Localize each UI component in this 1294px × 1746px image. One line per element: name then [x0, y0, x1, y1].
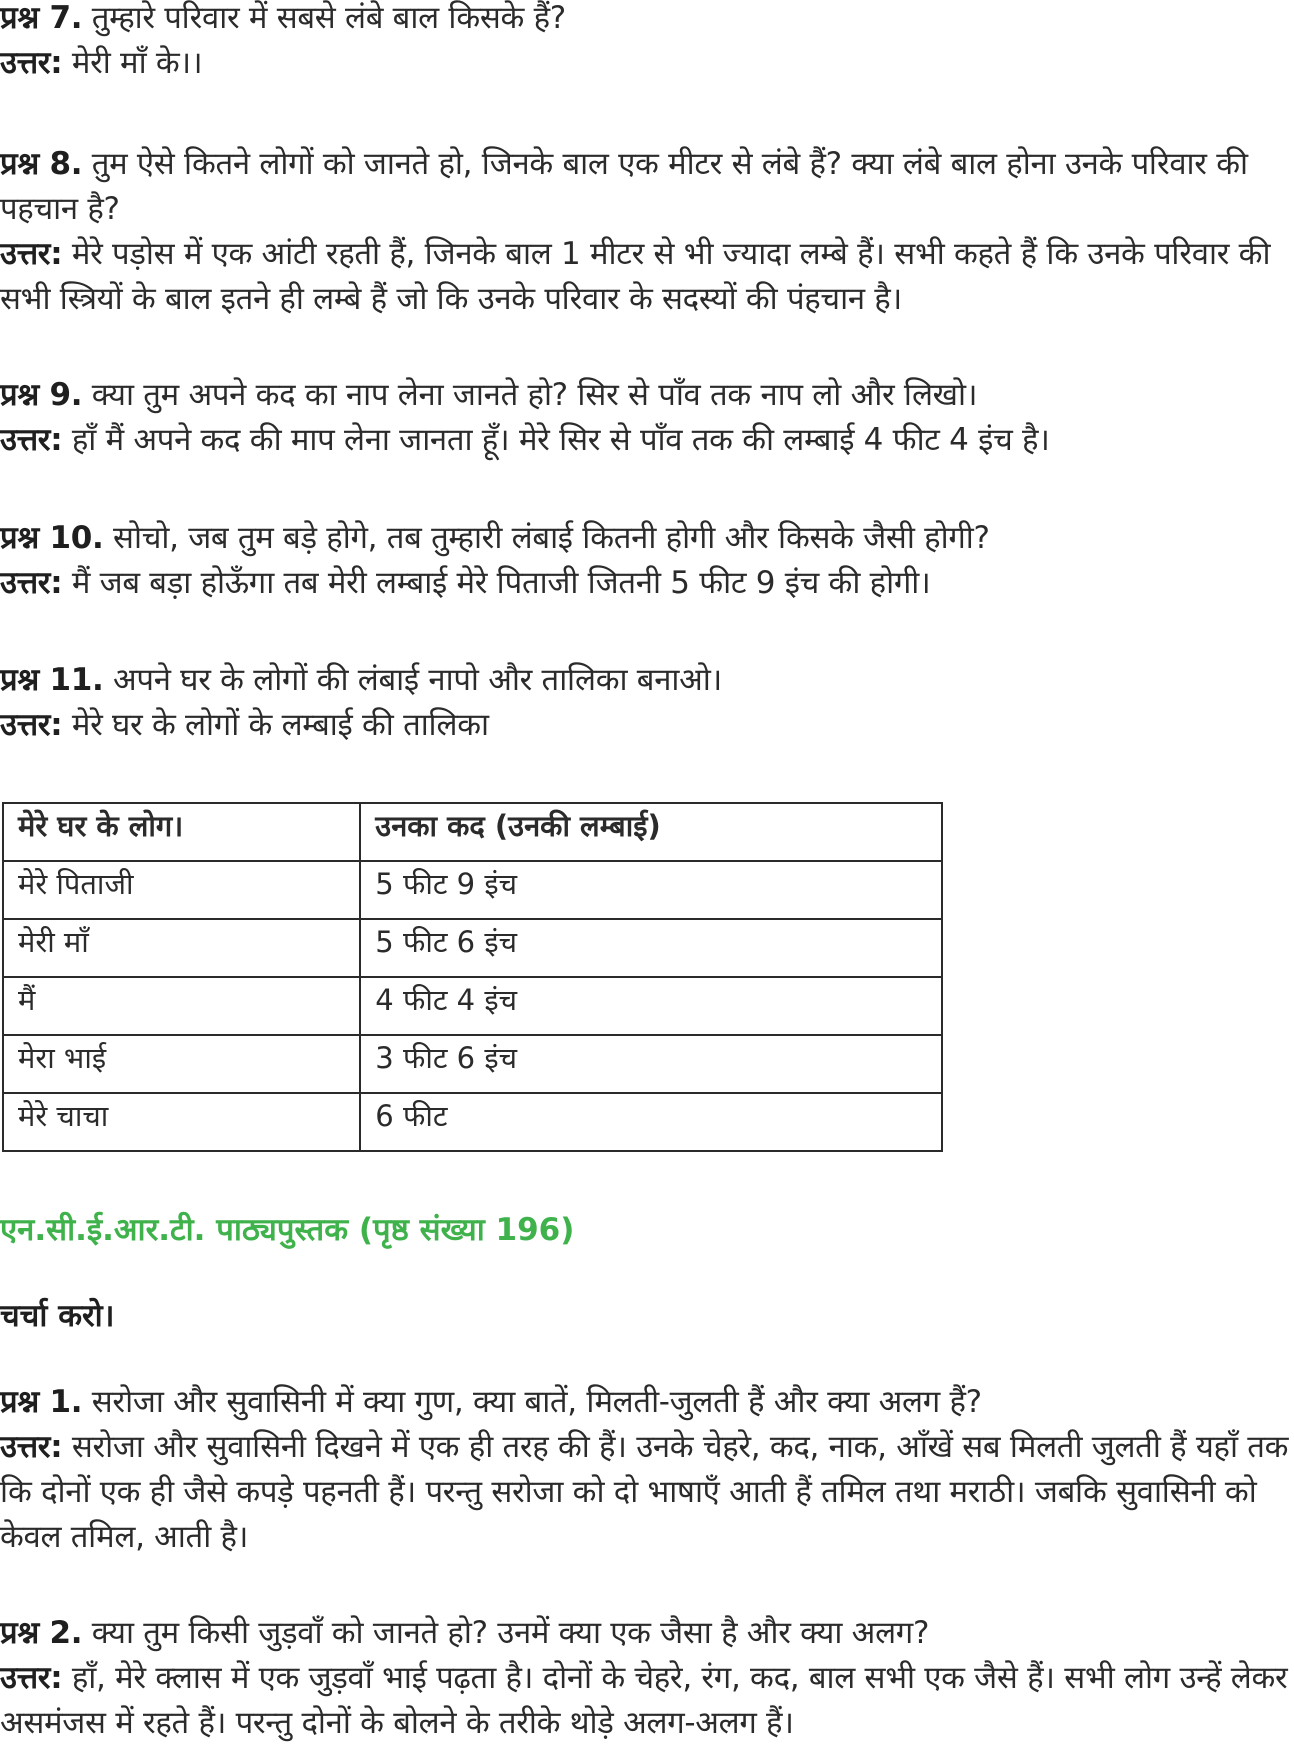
question-8-answer-text: मेरे पड़ोस में एक आंटी रहती हैं, जिनके बाल 1 मीटर से भी ज्यादा लम्बे हैं। सभी कहते हैं कि उनके परिवार की सभी स्त्रियों के बाल इतने ही लम्बे हैं जो कि उनके परिवार के सदस्यों की पंहचान है।	[0, 236, 1271, 317]
table-cell: 6 फीट	[360, 1093, 942, 1151]
table-row	[3, 861, 942, 919]
ncert-heading: एन.सी.ई.आर.टी. पाठ्यपुस्तक (पृष्ठ संख्या 196)	[0, 1212, 575, 1248]
question-7	[0, 0, 1294, 86]
table-cell: मेरा भाई	[3, 1035, 360, 1093]
question-8-text	[0, 142, 1250, 232]
table-cell: 5 फीट 6 इंच	[360, 919, 942, 977]
discussion-question-1-text	[0, 1380, 1294, 1425]
question-10-question: सोचो, जब तुम बड़े होगे, तब तुम्हारी लंबाई कितनी होगी और किसके जैसी होगी?	[103, 520, 990, 556]
table-cell: 3 फीट 6 इंच	[360, 1035, 942, 1093]
table-cell: 4 फीट 4 इंच	[360, 977, 942, 1035]
discussion-question-1-answer	[0, 1425, 1290, 1560]
question-10-answer	[0, 561, 1294, 606]
table-cell: 5 फीट 9 इंच	[360, 861, 942, 919]
question-11-answer	[0, 703, 1294, 748]
answer-label: उत्तर:	[0, 236, 63, 272]
question-10	[0, 516, 1294, 606]
discussion-question-1	[0, 1380, 1294, 1560]
question-9-question: क्या तुम अपने कद का नाप लेना जानते हो? सिर से पाँव तक नाप लो और लिखो।	[82, 377, 978, 413]
discuss-heading: चर्चा करो।	[0, 1298, 115, 1334]
question-7-answer	[0, 41, 1294, 86]
question-9-answer-text: हाँ मैं अपने कद की माप लेना जानता हूँ। मेरे सिर से पाँव तक की लम्बाई 4 फीट 4 इंच है।	[62, 422, 1050, 458]
question-8-question: तुम ऐसे कितने लोगों को जानते हो, जिनके बाल एक मीटर से लंबे हैं? क्या लंबे बाल होना उनके परिवार की पहचान है?	[0, 146, 1248, 227]
answer-label: उत्तर:	[0, 45, 63, 81]
question-11	[0, 658, 1294, 748]
answer-label: उत्तर:	[0, 1429, 63, 1465]
question-9	[0, 373, 1294, 463]
discussion-question-1-answer-text: सरोजा और सुवासिनी दिखने में एक ही तरह की हैं। उनके चेहरे, कद, नाक, आँखें सब मिलती जुलती हैं यहाँ तक कि दोनों एक ही जैसे कपड़े पहनती हैं। परन्तु सरोजा को दो भाषाएँ आती हैं तमिल तथा मराठी। जबकि सुवासिनी को केवल तमिल, आती है।	[0, 1429, 1289, 1555]
question-7-text	[0, 0, 1294, 41]
question-10-answer-text: मैं जब बड़ा होऊँगा तब मेरी लम्बाई मेरे पिताजी जितनी 5 फीट 9 इंच की होगी।	[62, 565, 931, 601]
table-header-row	[3, 803, 942, 861]
question-9-text	[0, 373, 1294, 418]
family-heights-table	[2, 802, 943, 1152]
question-11-text	[0, 658, 1294, 703]
answer-label: उत्तर:	[0, 565, 63, 601]
table-cell: मेरे चाचा	[3, 1093, 360, 1151]
table-cell: मेरी माँ	[3, 919, 360, 977]
question-8-answer	[0, 232, 1290, 322]
table-header-cell: उनका कद (उनकी लम्बाई)	[360, 803, 942, 861]
discussion-question-2-label: प्रश्न 2.	[0, 1615, 83, 1651]
question-8	[0, 142, 1294, 322]
table-header-cell: मेरे घर के लोग।	[3, 803, 360, 861]
discussion-question-2-answer	[0, 1656, 1290, 1746]
question-10-text	[0, 516, 1294, 561]
discussion-question-2-question: क्या तुम किसी जुड़वाँ को जानते हो? उनमें क्या एक जैसा है और क्या अलग?	[82, 1615, 930, 1651]
table-row	[3, 977, 942, 1035]
question-7-answer-text: मेरी माँ के।।	[62, 45, 203, 81]
answer-label: उत्तर:	[0, 707, 63, 743]
discussion-question-1-label: प्रश्न 1.	[0, 1384, 83, 1420]
answer-label: उत्तर:	[0, 422, 63, 458]
question-11-label: प्रश्न 11.	[0, 662, 104, 698]
question-10-label: प्रश्न 10.	[0, 520, 104, 556]
table-row	[3, 1035, 942, 1093]
table-cell: मैं	[3, 977, 360, 1035]
question-11-answer-text: मेरे घर के लोगों के लम्बाई की तालिका	[62, 707, 489, 743]
discussion-question-2-text	[0, 1611, 1294, 1656]
question-8-label: प्रश्न 8.	[0, 146, 83, 182]
question-7-label: प्रश्न 7.	[0, 0, 83, 36]
question-9-label: प्रश्न 9.	[0, 377, 83, 413]
question-9-answer	[0, 418, 1294, 463]
question-11-question: अपने घर के लोगों की लंबाई नापो और तालिका बनाओ।	[103, 662, 722, 698]
discussion-question-2-answer-text: हाँ, मेरे क्लास में एक जुड़वाँ भाई पढ़ता है। दोनों के चेहरे, रंग, कद, बाल सभी एक जैसे हैं। सभी लोग उन्हें लेकर असमंजस में रहते हैं। परन्तु दोनों के बोलने के तरीके थोड़े अलग-अलग हैं।	[0, 1660, 1288, 1741]
answer-label: उत्तर:	[0, 1660, 63, 1696]
table-cell: मेरे पिताजी	[3, 861, 360, 919]
discussion-question-2	[0, 1611, 1294, 1746]
discussion-question-1-question: सरोजा और सुवासिनी में क्या गुण, क्या बातें, मिलती-जुलती हैं और क्या अलग हैं?	[82, 1384, 982, 1420]
table-row	[3, 1093, 942, 1151]
table-row	[3, 919, 942, 977]
question-7-question: तुम्हारे परिवार में सबसे लंबे बाल किसके हैं?	[82, 0, 566, 36]
